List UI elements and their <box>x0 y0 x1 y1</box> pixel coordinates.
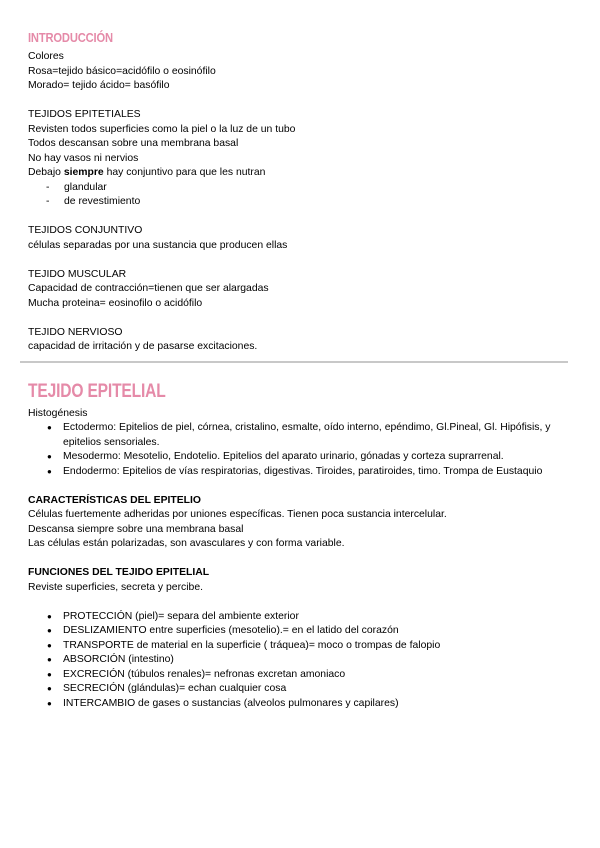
funciones-line-1: Reviste superficies, secreta y percibe. <box>28 581 203 593</box>
list-item: ● Ectodermo: Epitelios de piel, córnea, cristalino, esmalte, oído interno, epéndimo, Gl.Pineal, Gl. Hipófisis, y epitelios sensoriales. <box>28 421 573 450</box>
morado-line: Morado= tejido ácido= basófilo <box>28 80 170 91</box>
epitelial-item-revestimiento: - de revestimiento <box>28 195 573 210</box>
list-item: ● DESLIZAMIENTO entre superficies (mesotelio).= en el latido del corazón <box>28 624 573 639</box>
muscular-line-1: Capacidad de contracción=tienen que ser alargadas <box>28 283 269 294</box>
list-item: ● INTERCAMBIO de gases o sustancias (alveolos pulmonares y capilares) <box>28 697 573 712</box>
list-item: ● PROTECCIÓN (piel)= separa del ambiente exterior <box>28 610 573 625</box>
epitelial-line-4-bold: siempre <box>63 167 104 178</box>
caracteristicas-line-3: Las células están polarizadas, son avasculares y con forma variable. <box>28 538 345 549</box>
intro-title: INTRODUCCIÓN <box>28 30 113 45</box>
caracteristicas-line-1: Células fuertemente adheridas por uniones específicas. Tienen poca sustancia intercelular. <box>28 509 447 520</box>
histogenesis-label: Histogénesis <box>28 407 88 419</box>
document-page <box>28 30 573 711</box>
list-item: ● TRANSPORTE de material en la superficie ( tráquea)= moco o trompas de falopio <box>28 639 573 654</box>
epitelial-line-4-post: hay conjuntivo para que les nutran <box>103 167 266 178</box>
rosa-line: Rosa=tejido básico=acidófilo o eosinófilo <box>28 65 216 77</box>
nervioso-line-1: capacidad de irritación y de pasarse excitaciones. <box>28 341 258 352</box>
list-item: ● Mesodermo: Mesotelio, Endotelio. Epitelios del aparato urinario, gónadas y corteza suprarrenal. <box>28 450 573 465</box>
list-item: ● EXCRECIÓN (túbulos renales)= nefronas excretan amoniaco <box>28 668 573 683</box>
caracteristicas-heading: CARACTERÍSTICAS DEL EPITELIO <box>28 494 201 506</box>
conjuntivo-heading: TEJIDOS CONJUNTIVO <box>28 225 143 236</box>
nervioso-heading: TEJIDO NERVIOSO <box>28 326 123 338</box>
epitelial-line-2: Todos descansan sobre una membrana basal <box>28 138 239 149</box>
list-item: ● SECRECIÓN (glándulas)= echan cualquier cosa <box>28 682 573 697</box>
funciones-list <box>28 610 573 712</box>
funciones-heading: FUNCIONES DEL TEJIDO EPITELIAL <box>28 567 210 578</box>
epitelial-line-3: No hay vasos ni nervios <box>28 152 139 164</box>
muscular-heading: TEJIDO MUSCULAR <box>28 268 127 280</box>
epitelial-line-4-pre: Debajo <box>28 167 64 178</box>
list-item: ● Endodermo: Epitelios de vías respiratorias, digestivas. Tiroides, paratiroides, timo. Trompa de Eustaquio <box>28 465 573 480</box>
muscular-line-2: Mucha proteina= eosinofilo o acidófilo <box>28 297 203 309</box>
conjuntivo-line-1: células separadas por una sustancia que producen ellas <box>28 239 288 251</box>
epitelial-line-1: Revisten todos superficies como la piel o la luz de un tubo <box>28 123 296 135</box>
tejido-epitelial-title: TEJIDO EPITELIAL <box>28 380 166 402</box>
caracteristicas-line-2: Descansa siempre sobre una membrana basal <box>28 523 244 535</box>
list-item: ● ABSORCIÓN (intestino) <box>28 653 573 668</box>
epitelial-item-glandular: - glandular <box>28 181 573 196</box>
histogenesis-list <box>28 421 573 479</box>
epitelial-line-4 <box>28 166 573 181</box>
epitelial-heading: TEJIDOS EPITETIALES <box>28 109 141 120</box>
colores-line: Colores <box>28 51 64 62</box>
